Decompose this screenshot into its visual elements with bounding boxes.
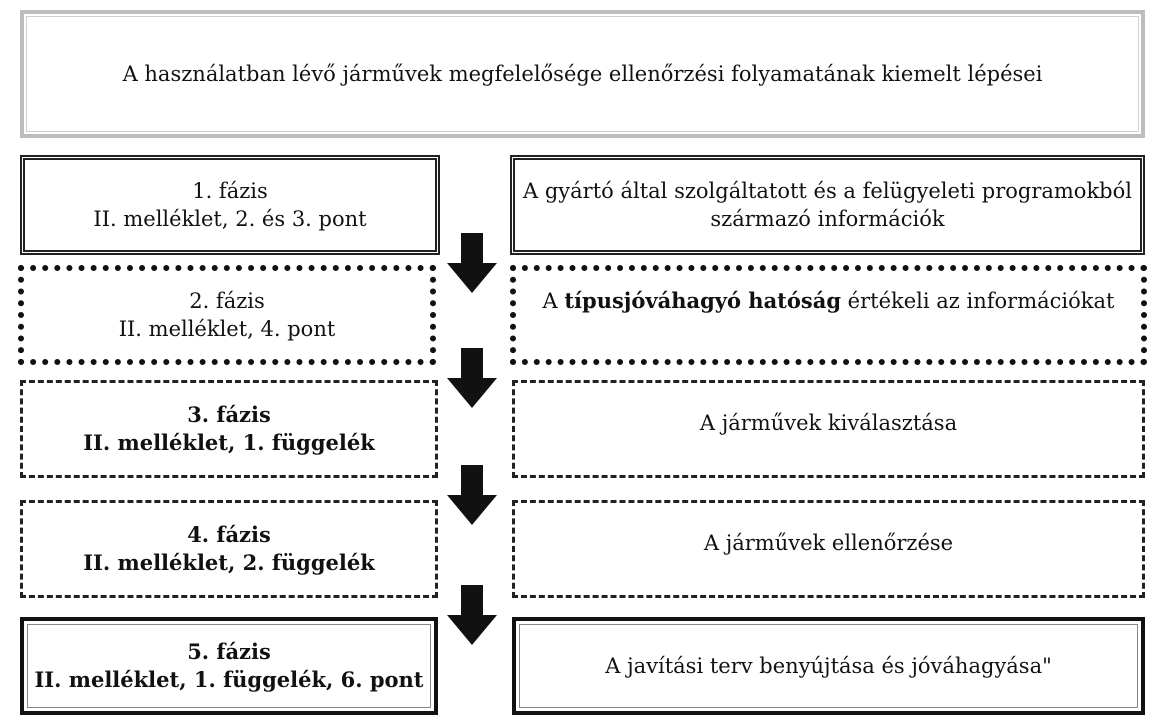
phase-2-description-box: [510, 265, 1147, 365]
phase-1-box: [20, 155, 440, 255]
phase-2-reference: II. melléklet, 4. pont: [118, 317, 336, 341]
arrow-down-icon: [447, 348, 497, 408]
phase-5-description-box: [512, 617, 1145, 715]
phase-2-label: 2. fázis: [189, 289, 265, 313]
diagram-title: A használatban lévő járművek megfelelősége ellenőrzési folyamatának kiemelt lépései: [122, 62, 1043, 86]
phase-4-description-box: [512, 500, 1145, 598]
arrow-down-icon: [447, 585, 497, 645]
phase-1-label: 1. fázis: [192, 179, 268, 203]
phase-4-reference: II. melléklet, 2. függelék: [83, 550, 375, 575]
phase-1-description-line1: A gyártó által szolgáltatott és a felügyeleti programokból: [523, 179, 1132, 203]
phase-5-reference: II. melléklet, 1. függelék, 6. pont: [34, 667, 424, 692]
phase-3-reference: II. melléklet, 1. függelék: [83, 430, 375, 455]
phase-1-reference: II. melléklet, 2. és 3. pont: [93, 207, 367, 231]
phase-3-label: 3. fázis: [187, 402, 271, 427]
phase-5-box: [20, 617, 438, 715]
phase-2-description-bold: típusjóváhagyó hatóság: [564, 288, 841, 313]
arrow-down-icon: [447, 465, 497, 525]
phase-1-description-line2: származó információk: [710, 207, 945, 231]
phase-2-description: A típusjóváhagyó hatóság értékeli az információkat: [542, 288, 1115, 313]
diagram-title-box: [20, 10, 1145, 138]
phase-3-box: [20, 380, 438, 478]
phase-5-description: A javítási terv benyújtása és jóváhagyása": [605, 654, 1052, 678]
phase-3-description-box: [512, 380, 1145, 478]
phase-1-description-box: [510, 155, 1145, 255]
phase-4-description: A járművek ellenőrzése: [703, 531, 954, 555]
arrow-down-icon: [447, 233, 497, 293]
phase-2-box: [18, 265, 436, 365]
phase-3-description: A járművek kiválasztása: [699, 411, 958, 435]
phase-5-label: 5. fázis: [187, 639, 271, 664]
phase-4-label: 4. fázis: [187, 522, 271, 547]
phase-4-box: [20, 500, 438, 598]
